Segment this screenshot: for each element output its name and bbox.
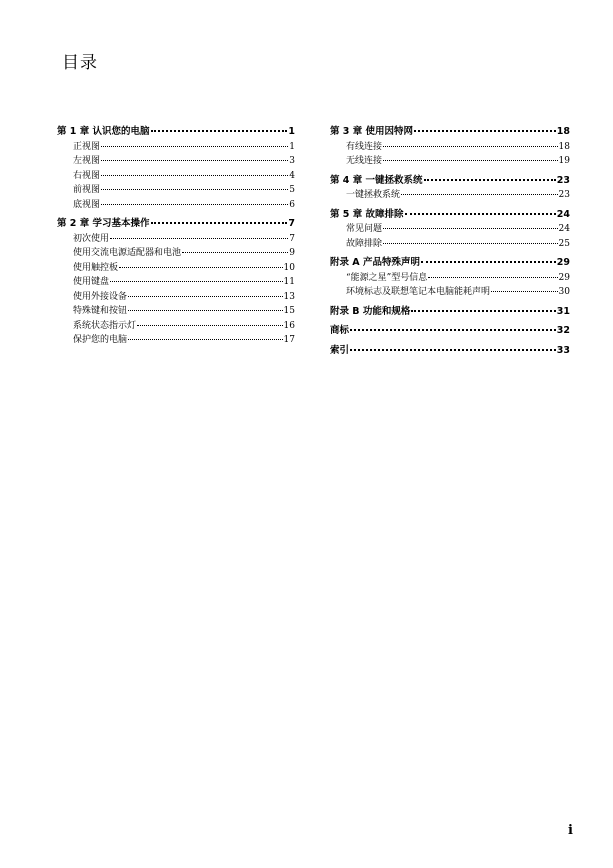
- toc-section: [57, 217, 295, 348]
- dot-leader: [383, 242, 558, 244]
- toc-section: [330, 208, 570, 252]
- toc-subentry[interactable]: [330, 271, 570, 286]
- toc-section: [330, 344, 570, 359]
- toc-column-right: [330, 125, 570, 363]
- toc-chapter-entry-label: 第 3 章 使用因特网: [330, 126, 414, 137]
- toc-subentry-page: 4: [289, 170, 295, 181]
- toc-subentry-page: 18: [558, 141, 570, 152]
- dot-leader: [414, 129, 556, 132]
- toc-subentry-label: 有线连接: [346, 141, 383, 152]
- toc-chapter-entry-page: 24: [556, 208, 570, 220]
- dot-leader: [137, 324, 283, 326]
- toc-chapter-entry-label: 附录 A 产品特殊声明: [330, 257, 420, 268]
- toc-subentry-label: 使用触控板: [73, 262, 119, 273]
- toc-subentry-page: 11: [283, 277, 295, 287]
- toc-subentry-label: 特殊键和按钮: [73, 306, 128, 316]
- toc-subentry-page: 30: [558, 287, 570, 297]
- dot-leader: [119, 266, 283, 268]
- dot-leader: [350, 348, 556, 351]
- dot-leader: [424, 178, 556, 181]
- toc-chapter-entry[interactable]: [330, 174, 570, 189]
- dot-leader: [428, 276, 557, 278]
- toc-chapter-entry-label: 商标: [330, 325, 350, 336]
- toc-subentry-label: 右视图: [73, 170, 101, 181]
- toc-subentry[interactable]: [57, 183, 295, 198]
- toc-subentry-label: “能源之星”型号信息: [346, 272, 428, 283]
- toc-subentry[interactable]: [57, 140, 295, 155]
- toc-chapter-entry-page: 23: [556, 174, 570, 186]
- toc-section: [330, 256, 570, 300]
- toc-subentry[interactable]: [330, 285, 570, 300]
- toc-chapter-entry-page: 1: [288, 126, 295, 137]
- dot-leader: [151, 129, 288, 132]
- toc-subentry-page: 24: [558, 224, 570, 234]
- toc-chapter-entry[interactable]: [57, 125, 295, 140]
- dot-leader: [128, 338, 283, 340]
- dot-leader: [101, 145, 288, 147]
- toc-subentry-label: 常见问题: [346, 224, 383, 234]
- toc-subentry-label: 左视图: [73, 156, 101, 166]
- toc-subentry-page: 3: [289, 156, 295, 166]
- toc-subentry-page: 5: [289, 185, 295, 195]
- dot-leader: [101, 174, 288, 176]
- toc-subentry-page: 29: [558, 272, 570, 283]
- toc-subentry-page: 15: [283, 306, 295, 316]
- toc-subentry[interactable]: [57, 232, 295, 247]
- dot-leader: [383, 145, 558, 147]
- page-number: i: [568, 823, 573, 838]
- dot-leader: [405, 212, 556, 215]
- toc-chapter-entry[interactable]: [330, 256, 570, 271]
- toc-chapter-entry-label: 附录 B 功能和规格: [330, 305, 411, 317]
- toc-chapter-entry[interactable]: [57, 217, 295, 232]
- toc-subentry-label: 一键拯救系统: [346, 190, 401, 200]
- toc-chapter-entry-label: 第 4 章 一键拯救系统: [330, 174, 423, 186]
- toc-subentry-page: 10: [283, 262, 295, 273]
- dot-leader: [182, 251, 288, 253]
- toc-section: [330, 174, 570, 203]
- toc-subentry[interactable]: [57, 304, 295, 319]
- toc-subentry[interactable]: [57, 333, 295, 348]
- toc-section: [330, 125, 570, 169]
- toc-chapter-entry-page: 29: [556, 257, 570, 268]
- toc-subentry-page: 25: [558, 238, 570, 249]
- toc-chapter-entry-label: 第 1 章 认识您的电脑: [57, 126, 150, 137]
- toc-chapter-entry-label: 第 2 章 学习基本操作: [57, 218, 150, 229]
- toc-subentry-page: 17: [283, 335, 295, 345]
- toc-subentry-label: 使用交流电源适配器和电池: [73, 248, 182, 258]
- toc-section: [57, 125, 295, 212]
- toc-subentry-label: 前视图: [73, 185, 101, 195]
- toc-subentry[interactable]: [57, 275, 295, 290]
- dot-leader: [401, 193, 558, 195]
- dot-leader: [421, 260, 556, 263]
- dot-leader: [128, 295, 283, 297]
- toc-subentry-page: 19: [558, 156, 570, 166]
- dot-leader: [101, 188, 288, 190]
- dot-leader: [101, 159, 288, 161]
- toc-subentry[interactable]: [330, 237, 570, 252]
- toc-subentry[interactable]: [57, 290, 295, 305]
- toc-chapter-entry-page: 33: [556, 344, 570, 356]
- toc-subentry-page: 1: [289, 141, 295, 152]
- toc-chapter-entry-label: 第 5 章 故障排除: [330, 208, 404, 220]
- toc-chapter-entry-label: 索引: [330, 344, 350, 356]
- toc-subentry-page: 23: [558, 190, 570, 200]
- dot-leader: [491, 290, 558, 292]
- toc-subentry[interactable]: [330, 154, 570, 169]
- toc-chapter-entry[interactable]: [330, 344, 570, 359]
- toc-subentry[interactable]: [330, 222, 570, 237]
- toc-subentry-label: 环境标志及联想笔记本电脑能耗声明: [346, 287, 491, 297]
- toc-chapter-entry-page: 18: [556, 126, 570, 137]
- toc-subentry-page: 7: [289, 233, 295, 244]
- toc-chapter-entry[interactable]: [330, 324, 570, 339]
- toc-subentry-page: 6: [289, 199, 295, 210]
- toc-subentry[interactable]: [330, 140, 570, 155]
- dot-leader: [151, 221, 288, 224]
- toc-subentry[interactable]: [57, 154, 295, 169]
- toc-column-left: [57, 125, 295, 353]
- dot-leader: [101, 203, 288, 205]
- toc-subentry-label: 底视图: [73, 199, 101, 210]
- dot-leader: [383, 159, 558, 161]
- toc-subentry-label: 故障排除: [346, 238, 383, 249]
- toc-subentry-page: 16: [283, 320, 295, 331]
- toc-subentry[interactable]: [57, 261, 295, 276]
- dot-leader: [128, 309, 283, 311]
- toc-subentry[interactable]: [57, 319, 295, 334]
- toc-subentry-label: 使用键盘: [73, 277, 110, 287]
- toc-subentry-label: 保护您的电脑: [73, 335, 128, 345]
- dot-leader: [411, 309, 555, 312]
- dot-leader: [110, 237, 288, 239]
- dot-leader: [350, 328, 556, 331]
- toc-subentry-page: 9: [289, 248, 295, 258]
- toc-subentry[interactable]: [57, 198, 295, 213]
- toc-subentry-page: 13: [283, 291, 295, 302]
- toc-subentry-label: 系统状态指示灯: [73, 320, 137, 331]
- toc-subentry-label: 使用外接设备: [73, 291, 128, 302]
- page-title: 目录: [62, 53, 98, 73]
- toc-chapter-entry[interactable]: [330, 305, 570, 320]
- toc-subentry[interactable]: [330, 188, 570, 203]
- toc-chapter-entry[interactable]: [330, 125, 570, 140]
- toc-chapter-entry-page: 32: [556, 325, 570, 336]
- toc-subentry-label: 正视图: [73, 141, 101, 152]
- toc-subentry[interactable]: [57, 169, 295, 184]
- dot-leader: [110, 280, 283, 282]
- toc-section: [330, 324, 570, 339]
- toc-section: [330, 305, 570, 320]
- dot-leader: [383, 227, 558, 229]
- toc-subentry-label: 无线连接: [346, 156, 383, 166]
- toc-chapter-entry-page: 31: [556, 305, 570, 317]
- toc-subentry[interactable]: [57, 246, 295, 261]
- toc-chapter-entry-page: 7: [288, 218, 295, 229]
- toc-subentry-label: 初次使用: [73, 233, 110, 244]
- toc-chapter-entry[interactable]: [330, 208, 570, 223]
